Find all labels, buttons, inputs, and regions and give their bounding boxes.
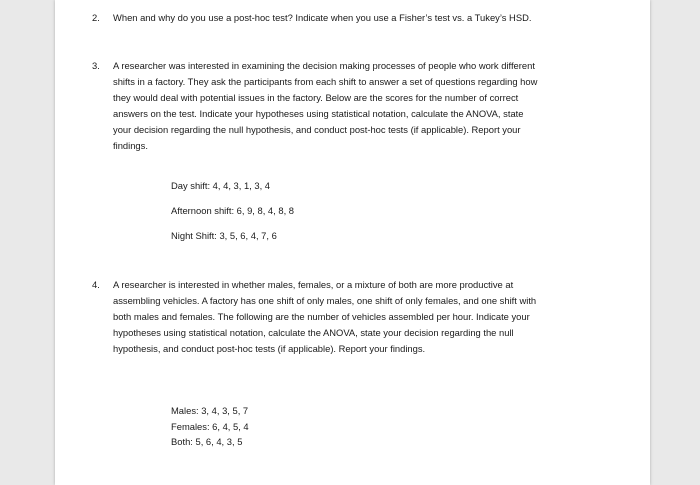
question-2 xyxy=(92,10,543,26)
question-text: A researcher is interested in whether males, females, or a mixture of both are more productive at assembling vehicles. A factory has one shift of only males, one shift of only females, and one shift with both males and females. The following are the number of vehicles assembled per hour. Indicate your hypotheses using statistical notation, calculate the ANOVA, state your decision regarding the null hypothesis, and conduct post-hoc tests (if applicable). Report your findings. xyxy=(113,279,537,354)
data-line-night-shift: Night Shift: 3, 5, 6, 4, 7, 6 xyxy=(171,230,277,241)
question-number: 2. xyxy=(92,12,100,23)
question-text: A researcher was interested in examining the decision making processes of people who work different shifts in a factory. They ask the participants from each shift to answer a set of questions regarding how they would deal with potential issues in the factory. Below are the scores for the number of correct answers on the test. Indicate your hypotheses using statistical notation, calculate the ANOVA, state your decision regarding the null hypothesis, and conduct post-hoc tests (if applicable). Report your findings. xyxy=(113,60,538,151)
question-3-data xyxy=(171,178,294,253)
data-line-both: Both: 5, 6, 4, 3, 5 xyxy=(171,436,243,447)
data-line-day-shift: Day shift: 4, 4, 3, 1, 3, 4 xyxy=(171,180,271,191)
data-line-males: Males: 3, 4, 3, 5, 7 xyxy=(171,405,249,416)
question-number: 4. xyxy=(92,279,100,290)
document-page xyxy=(55,0,650,485)
question-number: 3. xyxy=(92,60,100,71)
question-4-data xyxy=(171,403,249,450)
question-text: When and why do you use a post-hoc test? Indicate when you use a Fisher’s test vs. a Tukey’s HSD. xyxy=(113,12,532,23)
question-4 xyxy=(92,277,543,357)
data-line-afternoon-shift: Afternoon shift: 6, 9, 8, 4, 8, 8 xyxy=(171,205,294,216)
question-3 xyxy=(92,58,543,154)
data-line-females: Females: 6, 4, 5, 4 xyxy=(171,420,249,432)
